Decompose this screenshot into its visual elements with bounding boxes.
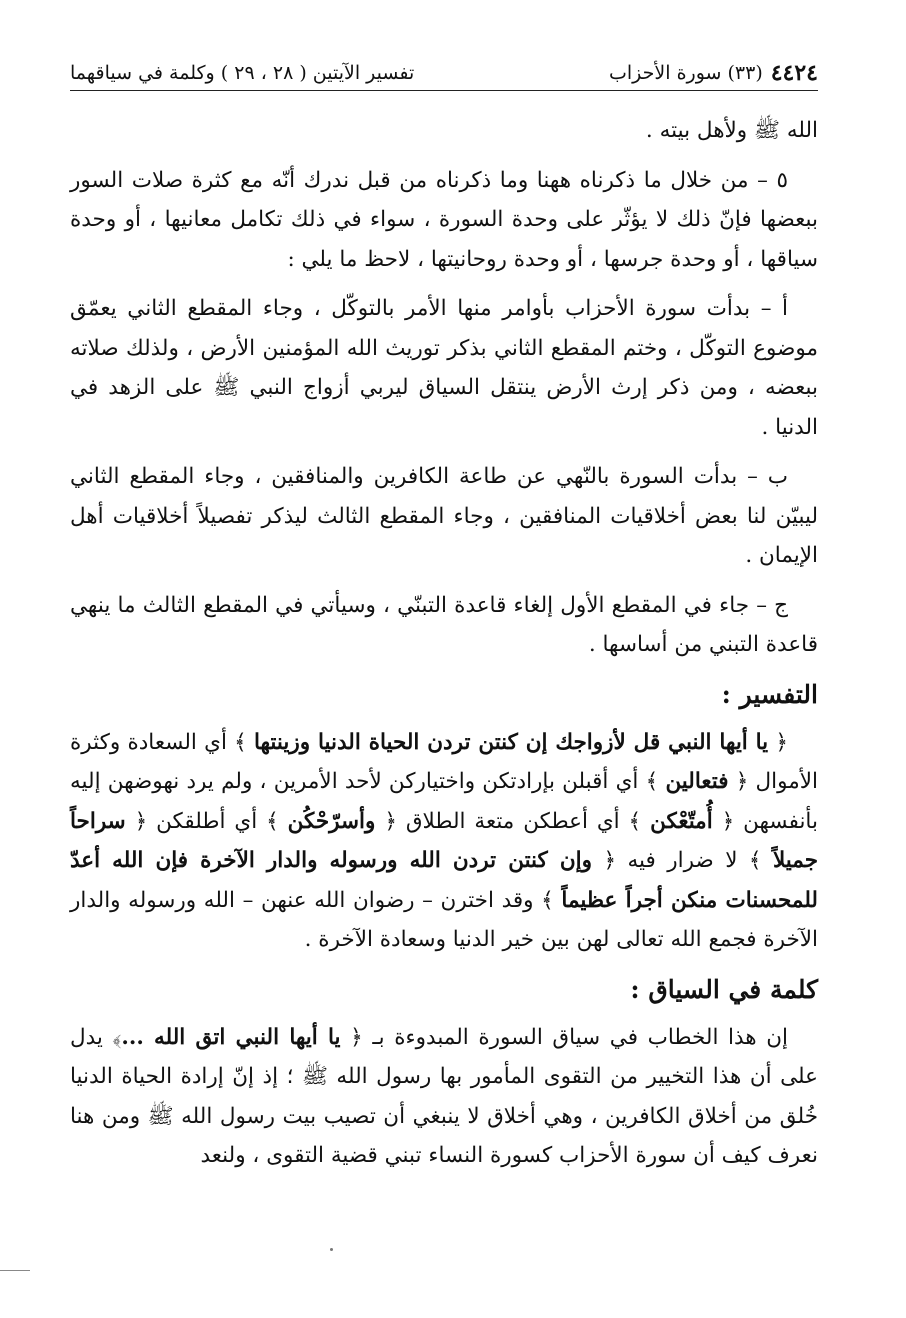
surah-title: (٣٣) سورة الأحزاب <box>609 62 763 84</box>
quran-verse-text: فتعالين <box>665 769 729 794</box>
header-topic: تفسير الآيتين ( ٢٨ ، ٢٩ ) وكلمة في سياقهما <box>70 62 415 84</box>
tafsir-paragraph <box>70 723 818 960</box>
point-5-paragraph: ٥ – من خلال ما ذكرناه ههنا وما ذكرناه من قبل ندرك أنّه مع كثرة صلات السور ببعضها فإنّ ذلك لا يؤثّر على وحدة السورة ، سواء في ذلك تكامل معانيها ، أو وحدة سياقها ، أو وحدة جرسها ، أو وحدة روحانيتها ، لاحظ ما يلي : <box>70 167 818 272</box>
commentary-text: ﴾ لا ضرار فيه ﴿ <box>603 848 762 873</box>
context-heading: كلمة في السياق : <box>630 974 818 1004</box>
quran-verse-text: يا أيها النبي قل لأزواجك إن كنتن تردن الحياة الدنيا وزينتها <box>253 729 769 755</box>
tafsir-heading: التفسير : <box>721 679 818 709</box>
quran-verse-text: وأسرّحْكُن <box>287 808 376 834</box>
quran-verse-text: وإن كنتن تردن الله ورسوله والدار الآخرة فإن الله أعدّ للمحسنات منكن أجراً عظيماً <box>70 848 818 913</box>
page-body <box>70 111 818 1176</box>
scan-speck <box>330 1248 333 1251</box>
commentary-text: ﴾ أي أطلقكن ﴿ <box>134 808 279 834</box>
commentary-text: ﴾ يدل على أن هذا التخيير من التقوى المأمور بها رسول الله ﷺ ؛ إذ إنّ إرادة الحياة الدنيا خُلق من أخلاق الكافرين ، وهي أخلاق لا ينبغي أن تصيب بيت رسول الله ﷺ ومن هنا نعرف كيف أن سورة الأحزاب كسورة النساء تبني قضية التقوى ، ولنعد <box>70 1024 818 1168</box>
page-number: ٤٤٢٤ <box>770 60 818 86</box>
continuation-line: الله ﷺ ولأهل بيته . <box>645 118 818 143</box>
point-a-paragraph: أ – بدأت سورة الأحزاب بأوامر منها الأمر بالتوكّل ، وجاء المقطع الثاني يعمّق موضوع التوكّل ، وختم المقطع الثاني بذكر توريث الله المؤمنين الأرض ، ولذلك صلاته ببعضه ، ومن ذكر إرث الأرض ينتقل السياق ليربي أزواج النبي ﷺ على الزهد في الدنيا . <box>70 296 818 440</box>
book-page <box>70 52 818 1252</box>
quran-bracket: ﴿ <box>775 729 788 755</box>
scan-edge-mark <box>0 1270 30 1271</box>
header-rule <box>70 90 818 91</box>
header-right <box>609 58 818 88</box>
quran-verse-text: أُمتّعْكن <box>650 808 713 834</box>
commentary-text: ﴾ وقد اخترن – رضوان الله عنهن – الله ورسوله والدار الآخرة فجمع الله تعالى لهن بين خير الدنيا وسعادة الآخرة . <box>70 887 818 952</box>
quran-verse-text: يا أيها النبي اتق الله ... <box>121 1024 341 1050</box>
point-c-paragraph: ج – جاء في المقطع الأول إلغاء قاعدة التبنّي ، وسيأتي في المقطع الثالث ما ينهي قاعدة التبني من أساسها . <box>70 592 818 657</box>
commentary-text: ﴾ أي أقبلن بإرادتكن واختياركن لأحد الأمرين ، ولم يرد نهوضهن إليه بأنفسهن ﴿ <box>70 769 818 834</box>
commentary-text: ﴾ أي أعطكن متعة الطلاق ﴿ <box>384 808 642 834</box>
context-paragraph <box>70 1018 818 1176</box>
running-header <box>70 52 818 88</box>
quran-verse-text: سراحاً جميلاً <box>70 808 818 873</box>
point-b-paragraph: ب – بدأت السورة بالنّهي عن طاعة الكافرين والمنافقين ، وجاء المقطع الثاني ليبيّن لنا بعض أخلاقيات المنافقين ، وجاء المقطع الثالث ليذكر تفصيلاً أخلاقيات أهل الإيمان . <box>70 464 818 568</box>
commentary-text: إن هذا الخطاب في سياق السورة المبدوءة بـ ﴿ <box>350 1024 788 1050</box>
commentary-text: ﴾ أي السعادة وكثرة الأموال ﴿ <box>70 729 819 794</box>
